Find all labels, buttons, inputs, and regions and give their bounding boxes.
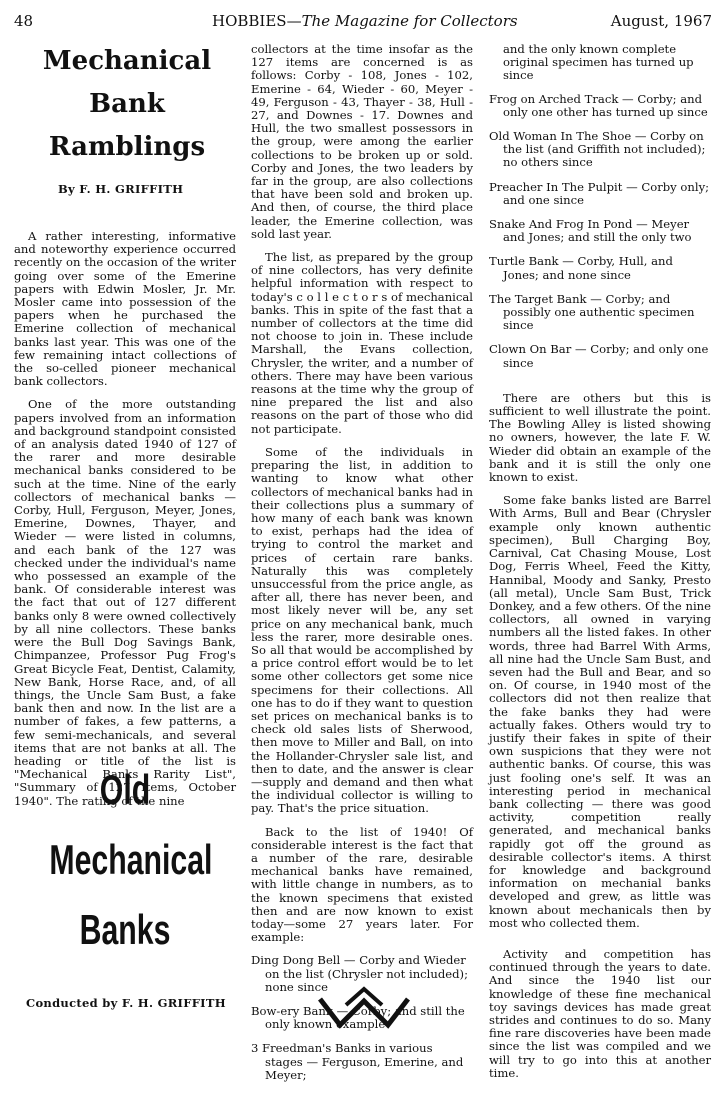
list-item: Old Woman In The Shoe — Corby on the list (and Griffith not included); no others since <box>489 129 706 170</box>
paragraph: A rather interesting, informative and noteworthy experience occurred recently on the occasion of the writer going over some of the Emerine papers with Edwin Mosler, Jr. Mr. Mosler came into possession of the papers when he purchased the Emerine collection of mechanical banks last year. This was one of the few remaining intact collections of the so-celled pioneer mechanical bank collectors. <box>14 229 236 389</box>
list-item: Frog on Arched Track — Corby; and only one other has turned up since <box>489 91 708 119</box>
paragraph: There are others but this is sufficient to well illustrate the point. The Bowling Alley is listed showing no owners, however, the late F. W. Wieder did obtain an example of the bank and it is still the only one known to exist. <box>489 390 711 485</box>
section-title-line: Mechanical <box>49 836 213 883</box>
list-item: Preacher In The Pulpit — Corby only; and one since <box>489 179 710 207</box>
article-byline: By F. H. GRIFFITH <box>58 182 184 196</box>
publication-title <box>212 12 518 30</box>
paragraph: Some fake banks listed are Barrel With Arms, Bull and Bear (Chrysler example only known authentic specimen), Bull Charging Boy, Carnival, Cat Chasing Mouse, Lost Dog, Ferris Wheel, Feed the Kitty, Hannibal, Moody and Sanky, Presto (all metal), Uncle Sam Bust, Trick Donkey, and a few others. Of the nine collectors, all owned in varying numbers all the listed fakes. In other words, three had Barrel With Arms, all nine had the Uncle Sam Bust, and seven had the Bull and Bear, and so on. Of course, in 1940 most of the collectors did not then realize that the fake banks they had were actually fakes. Others would try to justify their fakes in spite of their own suspicions that they were not authentic banks. Of course, this was just fooling one's self. It was an interesting period in mechanical bank collecting — there was good activity, competition really generated, and mechanical banks rapidly got off the ground as desirable collector's items. A thirst for knowledge and background information on mechanial banks developed and grew, as little was known about mechanicals then by most who collected them. <box>489 493 711 930</box>
paragraph: The list, as prepared by the group of nine collectors, has very definite helpful information with respect to today's c o l l e c t o r s of mechanical banks. This in spite of the fast that a number of collectors at the time did not choose to join in. These include Marshall, the Evans collection, Chrysler, the writer, and a number of others. There may have been various reasons at the time why the group of nine prepared the list and also reasons on the part of those who did not participate. <box>251 250 473 436</box>
publisher-logo-icon <box>316 985 412 1035</box>
list-item: Snake And Frog In Pond — Meyer and Jones; and still the only two <box>489 217 692 245</box>
section-title-line: Banks <box>79 906 171 953</box>
page-number: 48 <box>14 12 34 30</box>
article-title-line: Ramblings <box>48 132 206 162</box>
article-title <box>22 40 232 169</box>
paragraph: Some of the individuals in preparing the list, in addition to wanting to know what other collectors of mechanical banks had in their collections plus a summary of how many of each bank was known to exist, perhaps had the idea of trying to control the market and prices of certain rare banks. Naturally this was completely unsuccessful from the price angle, as after all, there has never been, and most likely never will be, any set price on any mechanical bank, much less the rarer, more desirable ones. So all that would be accomplished by a price control effort would be to let some other collectors get some nice specimens for their collections. All one has to do if they want to question set prices on mechanical banks is to check old sales lists of Sherwood, then move to Miller and Ball, on into the Hollander-Chrysler sale list, and then to date, and the answer is clear—supply and demand and then what the individual collector is willing to pay. That's the price situation. <box>251 444 473 816</box>
section-title-line: Old <box>99 766 151 813</box>
paragraph: Activity and competition has continued through the years to date. And since the 1940 list our knowledge of these fine mechanical toy savings devices has made great strides and continues to do so. Many fine rare discoveries have been made since the list was compiled and we will try to go into this at another time. <box>489 946 711 1080</box>
publication-name: HOBBIES— <box>212 12 302 30</box>
issue-date: August, 1967 <box>610 12 712 30</box>
list-item-continued: and the only known complete original specimen has turned up since <box>503 42 694 83</box>
list-item: The Target Bank — Corby; and possibly one authentic specimen since <box>489 291 695 333</box>
list-item: Ding Dong Bell — Corby and Wieder on the list (Chrysler not included); none since <box>251 953 468 994</box>
list-item: Clown On Bar — Corby; and only one since <box>489 342 709 370</box>
page-header <box>0 0 727 34</box>
section-title <box>49 755 213 965</box>
column-1 <box>14 230 236 818</box>
list-item: 3 Freedman's Banks in various stages — Ferguson, Emerine, and Meyer; <box>251 1041 464 1082</box>
paragraph: Back to the list of 1940! Of considerable interest is the fact that a number of the rare, desirable mechanical banks have remained, with little change in numbers, as to the known specimens that existed then and are now known to exist today—some 27 years later. For example: <box>251 824 473 945</box>
column-3 <box>489 43 711 1090</box>
conducted-by: Conducted by F. H. GRIFFITH <box>26 996 226 1010</box>
list-item: Bow-ery Bank — Corby; and still the only known example <box>251 1004 465 1032</box>
article-title-line: Bank <box>89 89 165 119</box>
paragraph: collectors at the time insofar as the 127 items are concerned is as follows: Corby - 108, Jones - 102, Emerine - 64, Wieder - 60, Meyer - 49, Ferguson - 43, Thayer - 38, Hull - 27, and Downes - 17. Downes and Hull, the two smallest possessors in the group, were among the earlier collections to be broken up or sold. Corby and Jones, the two leaders by far in the group, are also collections that have been sold and broken up. And then, of course, the third place leader, the Emerine collection, was sold last year. <box>251 42 473 241</box>
paragraph: One of the more outstanding papers involved from an information and background standpoint consisted of an analysis dated 1940 of 127 of the rarer and more desirable mechanical banks considered to be such at the time. Nine of the early collectors of mechanical banks — Corby, Hull, Ferguson, Meyer, Jones, Emerine, Downes, Thayer, and Wieder — were listed in columns, and each bank of the 127 was checked under the individual's name who possessed an example of the bank. Of considerable interest was the fact that out of 127 different banks only 8 were owned collectively by all nine collectors. These banks were the Bull Dog Savings Bank, Chimpanzee, Professor Pug Frog's Great Bicycle Feat, Dentist, Calamity, New Bank, Horse Race, and, of all things, the Uncle Sam Bust, a fake bank then and now. In the list are a number of fakes, a few patterns, a few semi-mechanicals, and several items that are not banks at all. The heading or title of the list is "Mechanical Banks Rarity List", "Summary of 127 Items, October 1940". The rating of the nine <box>14 397 236 808</box>
publication-subtitle: The Magazine for Collectors <box>301 12 518 30</box>
article-title-line: Mechanical <box>42 46 212 76</box>
list-item: Turtle Bank — Corby, Hull, and Jones; and none since <box>489 254 673 282</box>
column-2 <box>251 43 473 1093</box>
